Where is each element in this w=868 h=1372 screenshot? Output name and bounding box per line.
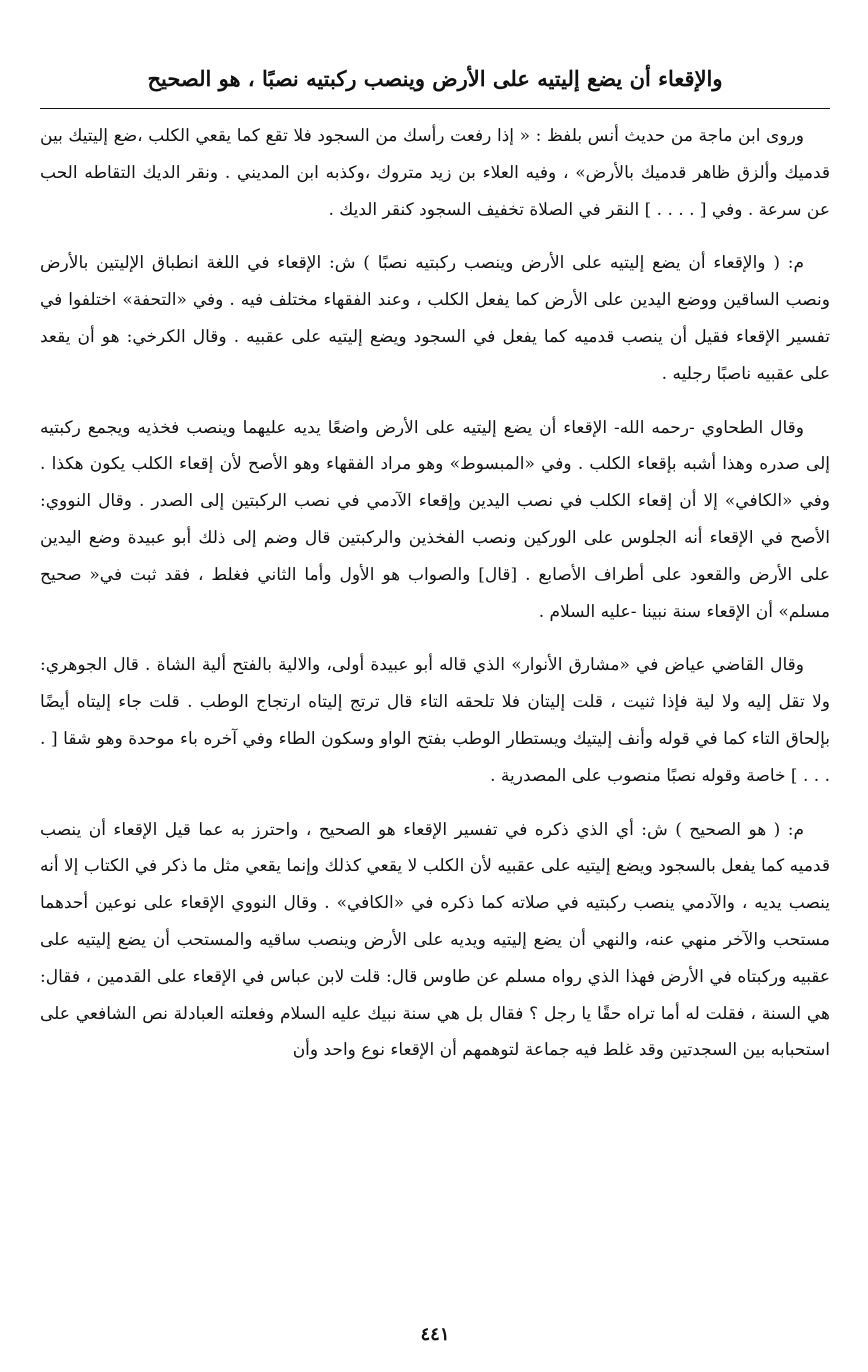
paragraph-5: م: ( هو الصحيح ) ش: أي الذي ذكره في تفسير الإقعاء هو الصحيح ، واحترز به عما قيل الإقعاء أن ينصب قدميه كما يفعل بالسجود ويضع إليتيه على عقبيه لأن الكلب لا يقعي كذلك وإنما يقعي مثل ما ذكر في الكتاب إلا أنه ينصب يديه ، والآدمي ينصب ركبتيه في صلاته كما ذكره في «الكافي» . وقال النووي الإقعاء على نوعين أحدهما مستحب والآخر منهي عنه، والنهي أن يضع إليتيه ويديه على الأرض وينصب ساقيه والمستحب أن يضع إليتيه على عقبيه وركبتاه في الأرض فهذا الذي رواه مسلم عن طاوس قال: قلت لابن عباس في الإقعاء على القدمين ، فقال: هي السنة ، فقلت له أما تراه حقًا يا رجل ؟ فقال بل هي سنة نبيك عليه السلام وفعلته العبادلة نص الشافعي على استحبابه بين السجدتين وقد غلط فيه جماعة لتوهمهم أن الإقعاء نوع واحد وأن	[40, 819, 830, 1061]
paragraph-4: وقال القاضي عياض في «مشارق الأنوار» الذي قاله أبو عبيدة أولى، والالية بالفتح ألية الشاة . قال الجوهري: ولا تقل إليه ولا لية فإذا ثنيت ، قلت إليتان فلا تلحقه التاء قال ترتج إليتاه ارتجاج الوطب . قلت جاء إليتاه أيضًا بإلحاق التاء كما في قوله وأنف إليتيك ويستطار الوطب بفتح الواو وسكون الطاء وفي آخره باء موحدة وهو شقا [ . . . . ] خاصة وقوله نصبًا منصوب على المصدرية .	[40, 655, 830, 786]
paragraph-1: وروى ابن ماجة من حديث أنس بلفظ : « إذا رفعت رأسك من السجود فلا تقع كما يقعي الكلب ،ضع إليتيك بين قدميك وألزق ظاهر قدميك بالأرض» ، وفيه العلاء بن زيد متروك ،وكذبه ابن المديني . ونقر الديك التقاطه الحب عن سرعة . وفي [ . . . . ] النقر في الصلاة تخفيف السجود كنقر الديك .	[40, 126, 830, 220]
paragraph-2: م: ( والإقعاء أن يضع إليتيه على الأرض وينصب ركبتيه نصبًا ) ش: الإقعاء في اللغة انطباق الإليتين بالأرض ونصب الساقين ووضع اليدين على الأرض كما يفعل الكلب ، وعند الفقهاء مختلف فيه . وفي «التحفة» اختلفوا في تفسير الإقعاء فقيل أن ينصب قدميه كما يفعل في السجود ويضع إليتيه على عقبيه . وقال الكرخي: هو أن يقعد على عقبيه ناصبًا رجليه .	[40, 253, 830, 384]
book-page	[40, 0, 830, 1372]
page-body	[40, 118, 830, 1318]
paragraph-3: وقال الطحاوي -رحمه الله- الإقعاء أن يضع إليتيه على الأرض واضعًا يديه عليهما وينصب فخذيه ويجمع ركبتيه إلى صدره وهذا أشبه بإقعاء الكلب . وفي «المبسوط» وهو مراد الفقهاء وهو الأصح لأن إقعاء الكلب يكون هكذا . وفي «الكافي» إلا أن إقعاء الكلب في نصب اليدين وإقعاء الآدمي في نصب الركبتين إلى الصدر . وقال النووي: الأصح في الإقعاء أنه الجلوس على الوركين ونصب الفخذين والركبتين قال وضم إلى ذلك أبو عبيدة وضع اليدين على الأرض والقعود على أطراف الأصابع . [قال] والصواب هو الأول وأما الثاني فغلط ، فقد ثبت في« صحيح مسلم» أن الإقعاء سنة نبينا -عليه السلام .	[40, 417, 830, 622]
running-header: والإقعاء أن يضع إليتيه على الأرض وينصب ركبتيه نصبًا ، هو الصحيح	[147, 66, 723, 91]
page-number: ٤٤١	[420, 1324, 450, 1345]
header-rule	[40, 108, 830, 109]
